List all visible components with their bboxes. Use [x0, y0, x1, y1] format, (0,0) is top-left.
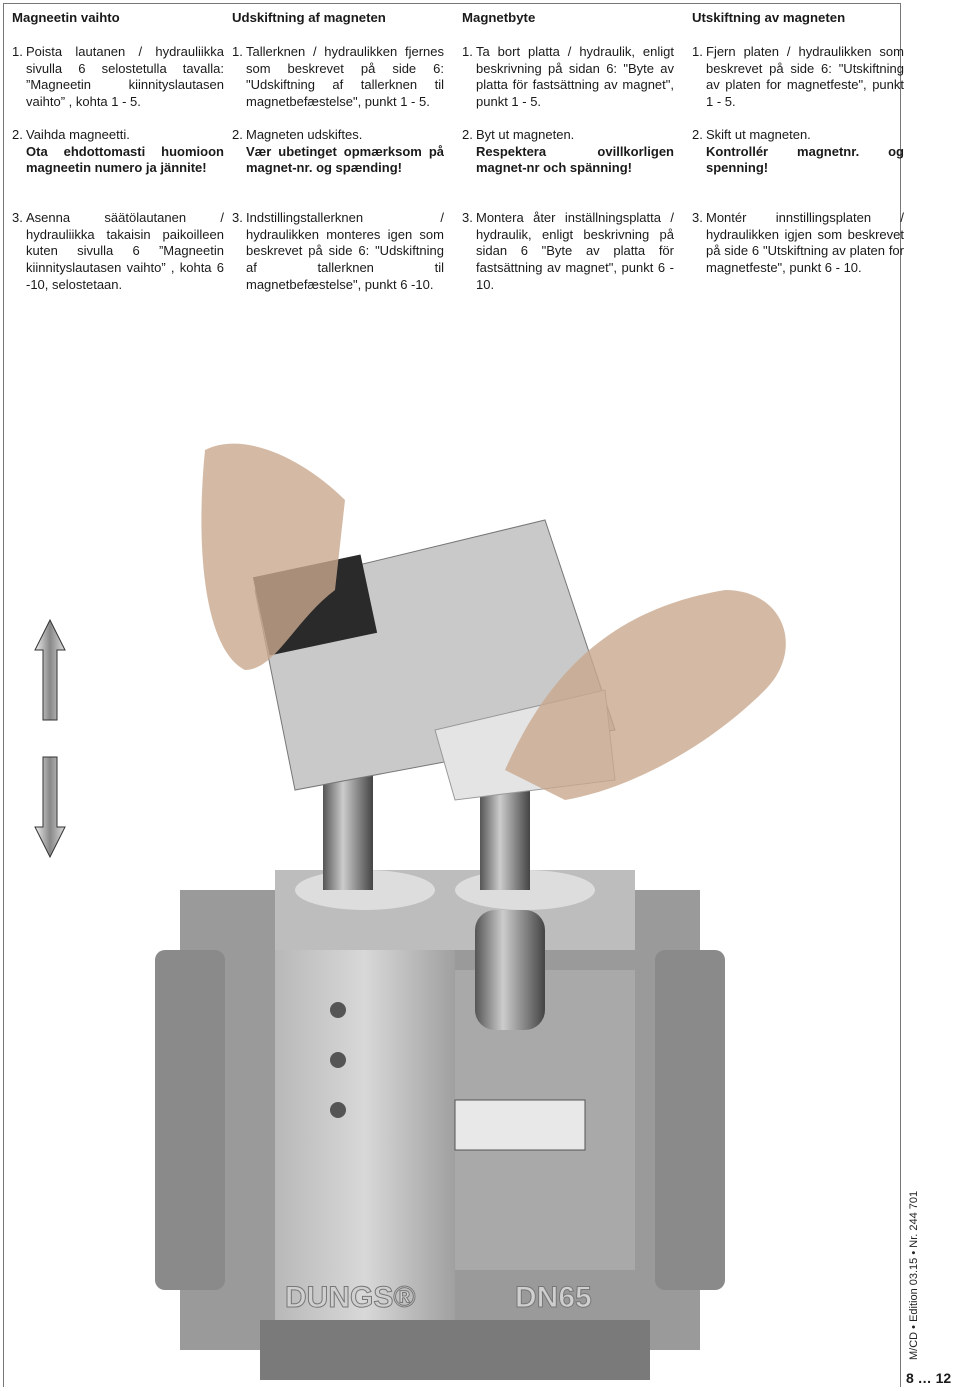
instruction-column — [232, 10, 444, 310]
step-item — [232, 44, 444, 111]
step-item — [692, 44, 904, 111]
step-number: 1. — [232, 44, 243, 59]
step-text: Byt ut magneten. — [476, 127, 575, 142]
step-number: 3. — [462, 210, 473, 225]
step-text: Vaihda magneetti. — [26, 127, 130, 142]
brand-emboss: DUNGS® — [285, 1281, 416, 1314]
step-warning: Vær ubetinget opmærksom på magnet-nr. og spænding! — [246, 143, 444, 176]
step-item — [12, 210, 224, 294]
step-text: Montera åter inställningsplatta / hydraulik, enligt beskrivning på sidan 6 "Byte av platta för fastsättning av magnet", punkt 6 - 10. — [476, 210, 674, 292]
step-number: 1. — [12, 44, 23, 59]
down-arrow-icon — [35, 757, 65, 857]
step-item — [692, 127, 904, 194]
step-number: 3. — [692, 210, 703, 225]
step-item — [462, 44, 674, 111]
step-item — [692, 210, 904, 277]
step-number: 1. — [462, 44, 473, 59]
instruction-column — [462, 10, 674, 310]
step-item — [232, 210, 444, 294]
step-warning: Ota ehdottomasti huomioon magneetin numero ja jännite! — [26, 143, 224, 176]
step-number: 3. — [232, 210, 243, 225]
step-text: Montér innstillingsplaten / hydraulikken igjen som beskrevet på side 6 "Utskiftning av platen for magnetfeste", punkt 6 - 10. — [706, 210, 904, 276]
step-number: 2. — [462, 127, 473, 142]
step-item — [462, 210, 674, 294]
step-text: Ta bort platta / hydraulik, enligt beskrivning på sidan 6: "Byte av platta för fastsättning av magnet", punkt 1 - 5. — [476, 44, 674, 110]
edition-info: M/CD • Edition 03.15 • Nr. 244 701 — [908, 1190, 920, 1360]
step-item — [232, 127, 444, 194]
product-photo — [5, 430, 900, 1386]
step-warning: Kontrollér magnetnr. og spenning! — [706, 143, 904, 176]
step-number: 2. — [232, 127, 243, 142]
step-text: Asenna säätölautanen / hydrauliikka takaisin paikoilleen kuten sivulla 6 ”Magneetin kiinnityslautasen vaihto” , kohta 6 -10, selostetaan. — [26, 210, 224, 292]
step-number: 3. — [12, 210, 23, 225]
size-emboss: DN65 — [515, 1281, 592, 1314]
step-number: 2. — [12, 127, 23, 142]
instruction-column — [692, 10, 904, 293]
step-item — [462, 127, 674, 194]
column-heading: Magneetin vaihto — [12, 10, 120, 25]
page-number: 8 … 12 — [906, 1370, 952, 1386]
step-text: Fjern platen / hydraulikken som beskrevet på side 6: "Utskiftning av platen for magnetfeste", punkt 1 - 5. — [706, 44, 904, 110]
column-heading: Magnetbyte — [462, 10, 536, 25]
step-item — [12, 44, 224, 111]
step-text: Indstillingstallerknen / hydraulikken monteres igen som beskrevet på side 6: "Udskiftning af tallerknen til magnetbefæstelse", punkt 6 -10. — [246, 210, 444, 292]
step-text: Tallerknen / hydraulikken fjernes som beskrevet på side 6: "Udskiftning af tallerknen til magnetbefæstelse", punkt 1 - 5. — [246, 44, 444, 110]
step-warning: Respektera ovillkorligen magnet-nr och spänning! — [476, 143, 674, 176]
column-heading: Udskiftning af magneten — [232, 10, 386, 25]
step-item — [12, 127, 224, 194]
step-number: 2. — [692, 127, 703, 142]
step-number: 1. — [692, 44, 703, 59]
step-text: Skift ut magneten. — [706, 127, 811, 142]
step-text: Poista lautanen / hydrauliikka sivulla 6 selostetulla tavalla: ”Magneetin kiinnityslautasen vaihto” , kohta 1 - 5. — [26, 44, 224, 110]
step-text: Magneten udskiftes. — [246, 127, 363, 142]
up-arrow-icon — [35, 620, 65, 720]
column-heading: Utskiftning av magneten — [692, 10, 846, 25]
instruction-column — [12, 10, 224, 310]
